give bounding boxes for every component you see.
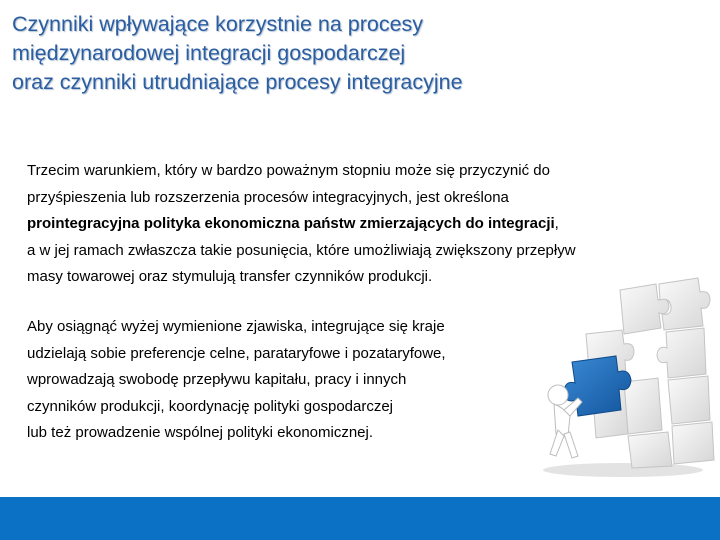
paragraph-2 [27,314,537,447]
paragraph-1-line-3 [27,211,697,238]
puzzle-figure-icon [528,270,720,480]
emphasis-trailing: , [554,215,559,232]
paragraph-2-line-2: udzielają sobie preferencje celne, parataryfowe i pozataryfowe, [27,344,446,362]
paragraph-2-line-3: wprowadzają swobodę przepływu kapitału, pracy i innych [27,371,407,388]
paragraph-2-line-1: Aby osiągnąć wyżej wymienione zjawiska, integrujące się kraje [27,318,445,335]
paragraph-1-line-2: przyśpieszenia lub rozszerzenia procesów integracyjnych, jest określona [27,188,509,206]
emphasis-text: prointegracyjna polityka ekonomiczna państw zmierzających do integracji [27,215,555,232]
paragraph-2-line-5: lub też prowadzenie wspólnej polityki ekonomicznej. [27,424,374,441]
title-line-1: Czynniki wpływające korzystnie na procesy [12,12,424,36]
slide-title [12,10,712,97]
paragraph-1-line-1: Trzecim warunkiem, który w bardzo poważnym stopniu może się przyczynić do [27,162,550,179]
paragraph-1-line-5: masy towarowej oraz stymulują transfer czynników produkcji. [27,268,433,285]
paragraph-1-line-4: a w jej ramach zwłaszcza takie posunięcia, które umożliwiają zwiększony przepływ [27,241,576,259]
title-line-2: międzynarodowej integracji gospodarczej [12,41,406,65]
title-line-3: oraz czynniki utrudniające procesy integracyjne [12,70,463,94]
bottom-bar [0,497,720,540]
paragraph-2-line-4: czynników produkcji, koordynację polityki gospodarczej [27,397,394,415]
